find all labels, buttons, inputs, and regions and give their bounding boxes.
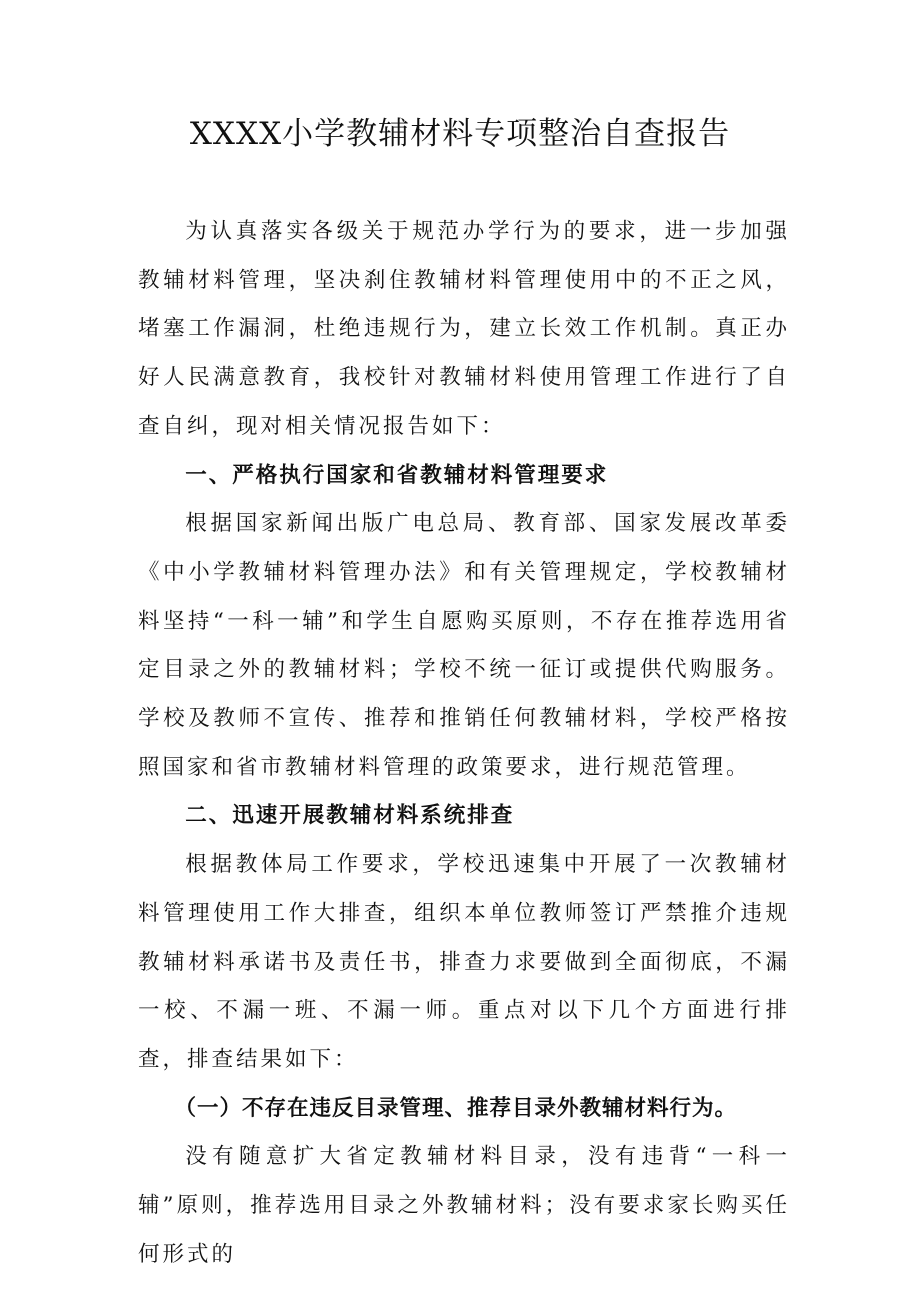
subsection-1-heading: （一）不存在违反目录管理、推荐目录外教辅材料行为。 [174,1095,738,1121]
section-1-paragraph: 根据国家新闻出版广电总局、教育部、国家发展改革委《中小学教辅材料管理办法》和有关管理规定，学校教辅材料坚持“一科一辅”和学生自愿购买原则，不存在推荐选用省定目录之外的教辅材料；学校不统一征订或提供代购服务。学校及教师不宣传、推荐和推销任何教辅材料，学校严格按照国家和省市教辅材料管理的政策要求，进行规范管理。 [138,511,790,780]
section-2-paragraph: 根据教体局工作要求，学校迅速集中开展了一次教辅材料管理使用工作大排查，组织本单位教师签订严禁推介违规教辅材料承诺书及责任书，排查力求要做到全面彻底，不漏一校、不漏一班、不漏一师。重点对以下几个方面进行排查，排查结果如下： [138,852,790,1072]
section-1-heading: 一、严格执行国家和省教辅材料管理要求 [185,462,609,488]
section-2-heading: 二、迅速开展教辅材料系统排查 [185,803,515,829]
intro-paragraph: 为认真落实各级关于规范办学行为的要求，进一步加强教辅材料管理，坚决刹住教辅材料管理使用中的不正之风，堵塞工作漏洞，杜绝违规行为，建立长效工作机制。真正办好人民满意教育，我校针对教辅材料使用管理工作进行了自查自纠，现对相关情况报告如下： [138,219,790,439]
subsection-1-paragraph: 没有随意扩大省定教辅材料目录，没有违背“一科一辅”原则，推荐选用目录之外教辅材料；没有要求家长购买任何形式的 [138,1144,790,1267]
document-title: XXXX小学教辅材料专项整治自查报告 [189,116,731,152]
document-body [138,208,790,1279]
